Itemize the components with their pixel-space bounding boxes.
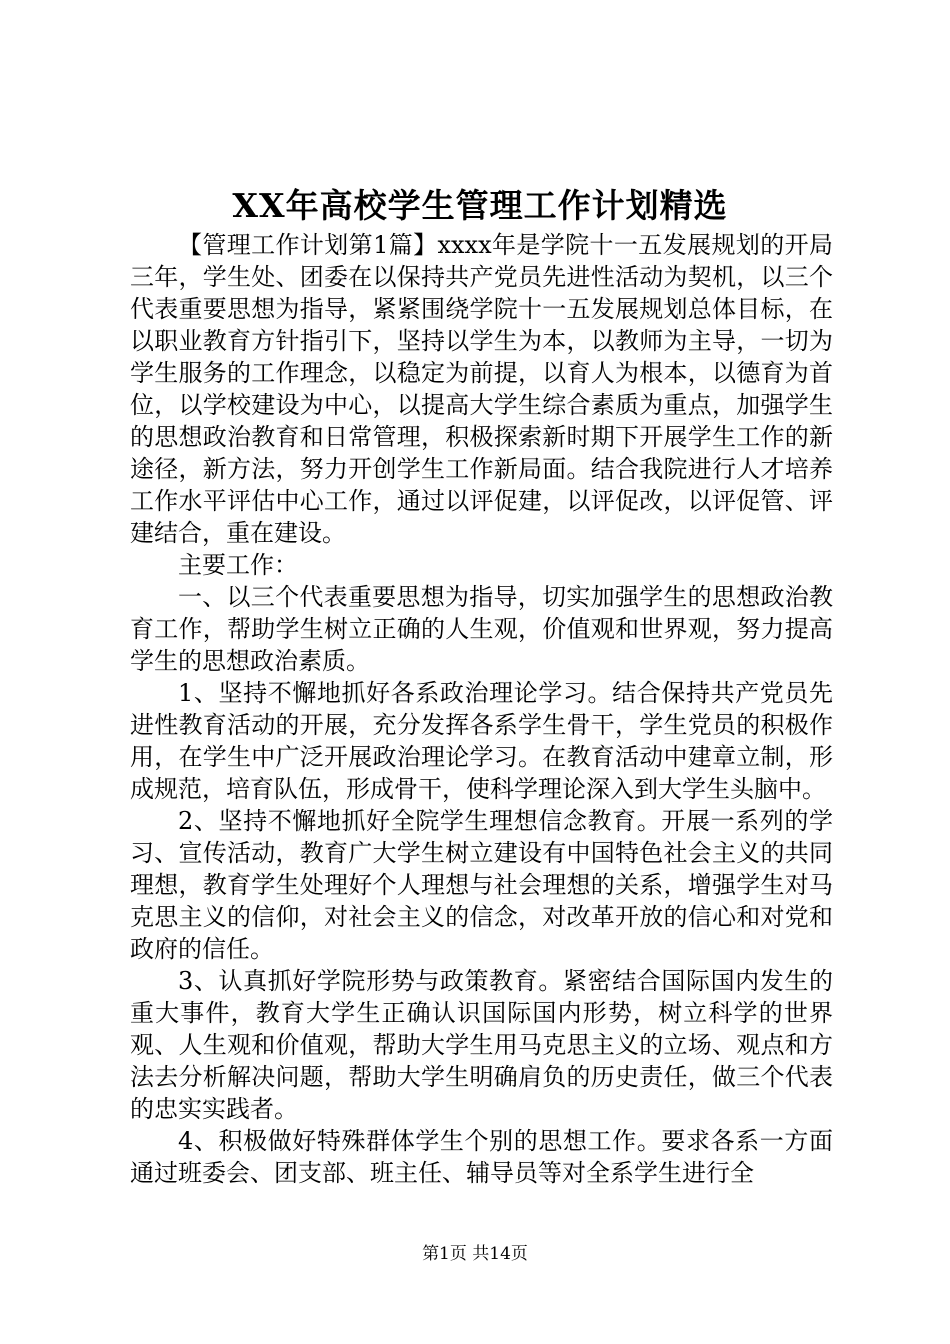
document-title: XX年高校学生管理工作计划精选 xyxy=(232,186,728,225)
paragraph-item-4: 4、积极做好特殊群体学生个别的思想工作。要求各系一方面通过班委会、团支部、班主任、辅导员等对全系学生进行全 xyxy=(130,1127,833,1187)
paragraph-item-3: 3、认真抓好学院形势与政策教育。紧密结合国际国内发生的重大事件，教育大学生正确认识国际国内形势，树立科学的世界观、人生观和价值观，帮助大学生用马克思主义的立场、观点和方法去分析解决问题，帮助大学生明确肩负的历史责任，做三个代表的忠实实践者。 xyxy=(130,967,833,1123)
paragraph-item-2: 2、坚持不懈地抓好全院学生理想信念教育。开展一系列的学习、宣传活动，教育广大学生树立建设有中国特色社会主义的共同理想，教育学生处理好个人理想与社会理想的关系，增强学生对马克思主义的信仰，对社会主义的信念，对改革开放的信心和对党和政府的信任。 xyxy=(130,807,833,963)
paragraph-item-1: 1、坚持不懈地抓好各系政治理论学习。结合保持共产党员先进性教育活动的开展，充分发挥各系学生骨干，学生党员的积极作用，在学生中广泛开展政治理论学习。在教育活动中建章立制，形成规范，培育队伍，形成骨干，使科学理论深入到大学生头脑中。 xyxy=(130,679,833,803)
paragraph-section-one: 一、以三个代表重要思想为指导，切实加强学生的思想政治教育工作，帮助学生树立正确的人生观，价值观和世界观，努力提高学生的思想政治素质。 xyxy=(130,583,833,675)
document-body xyxy=(130,229,833,1189)
paragraph-main-work-heading: 主要工作： xyxy=(178,551,298,579)
paragraph-intro: 【管理工作计划第1篇】xxxx年是学院十一五发展规划的开局三年，学生处、团委在以保持共产党员先进性活动为契机，以三个代表重要思想为指导，紧紧围绕学院十一五发展规划总体目标，在以职业教育方针指引下，坚持以学生为本，以教师为主导，一切为学生服务的工作理念，以稳定为前提，以育人为根本，以德育为首位，以学校建设为中心，以提高大学生综合素质为重点，加强学生的思想政治教育和日常管理，积极探索新时期下开展学生工作的新途径，新方法，努力开创学生工作新局面。结合我院进行人才培养工作水平评估中心工作，通过以评促建，以评促改，以评促管、评建结合，重在建设。 xyxy=(130,231,833,547)
page-footer: 第1页 共14页 xyxy=(422,1244,528,1264)
